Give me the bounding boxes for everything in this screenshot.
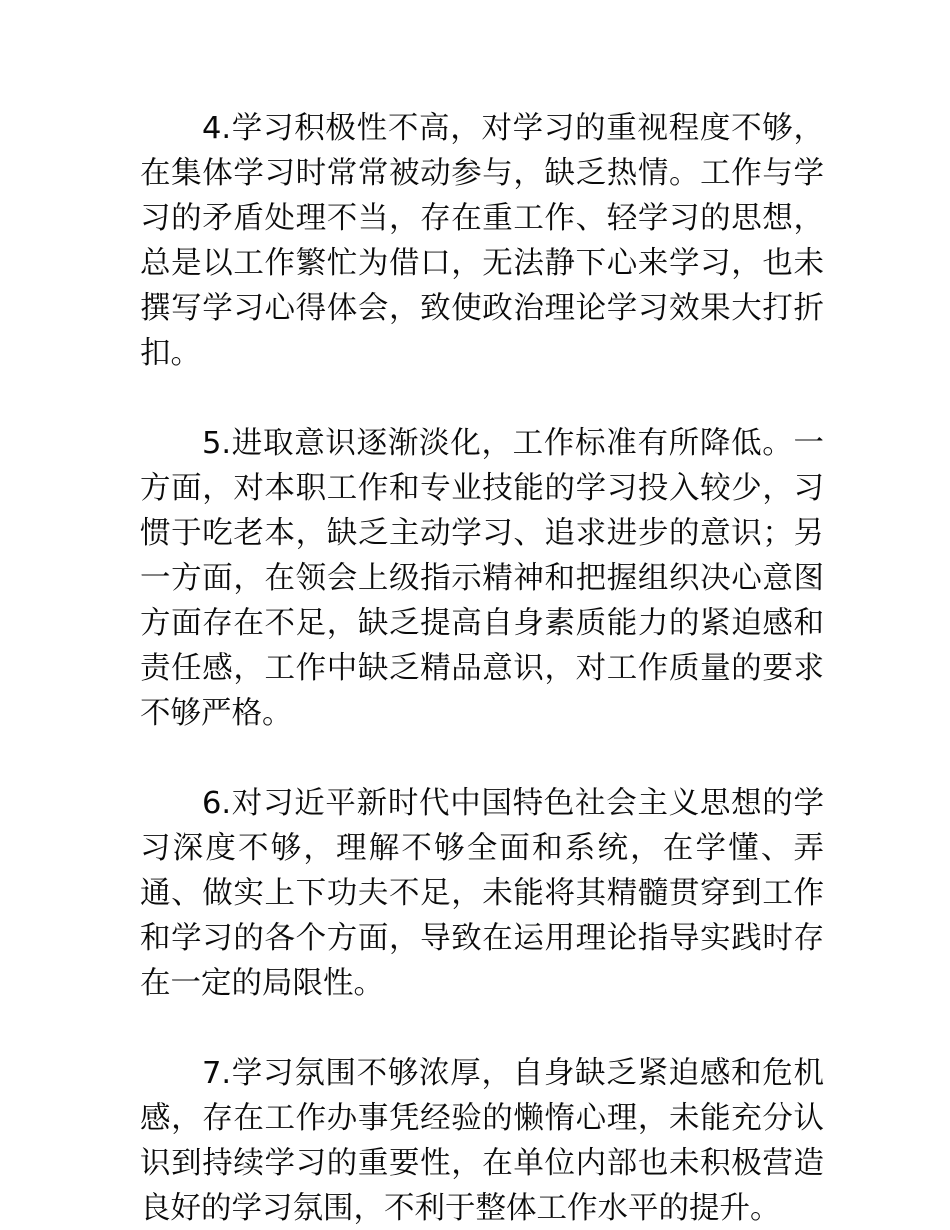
paragraph-5: 5.进取意识逐渐淡化，工作标准有所降低。一方面，对本职工作和专业技能的学习投入较少，习惯于吃老本，缺乏主动学习、追求进步的意识；另一方面，在领会上级指示精神和把握组织决心意图方面存在不足，缺乏提高自身素质能力的紧迫感和责任感，工作中缺乏精品意识，对工作质量的要求不够严格。 [140, 426, 824, 731]
document-body [140, 106, 824, 1230]
paragraph-6: 6.对习近平新时代中国特色社会主义思想的学习深度不够，理解不够全面和系统，在学懂、弄通、做实上下功夫不足，未能将其精髓贯穿到工作和学习的各个方面，导致在运用理论指导实践时存在一定的局限性。 [140, 786, 824, 1001]
paragraph-4: 4.学习积极性不高，对学习的重视程度不够，在集体学习时常常被动参与，缺乏热情。工作与学习的矛盾处理不当，存在重工作、轻学习的思想，总是以工作繁忙为借口，无法静下心来学习，也未撰写学习心得体会，致使政治理论学习效果大打折扣。 [140, 111, 824, 371]
paragraph-7: 7.学习氛围不够浓厚，自身缺乏紧迫感和危机感，存在工作办事凭经验的懒惰心理，未能充分认识到持续学习的重要性，在单位内部也未积极营造良好的学习氛围，不利于整体工作水平的提升。 [140, 1056, 824, 1226]
